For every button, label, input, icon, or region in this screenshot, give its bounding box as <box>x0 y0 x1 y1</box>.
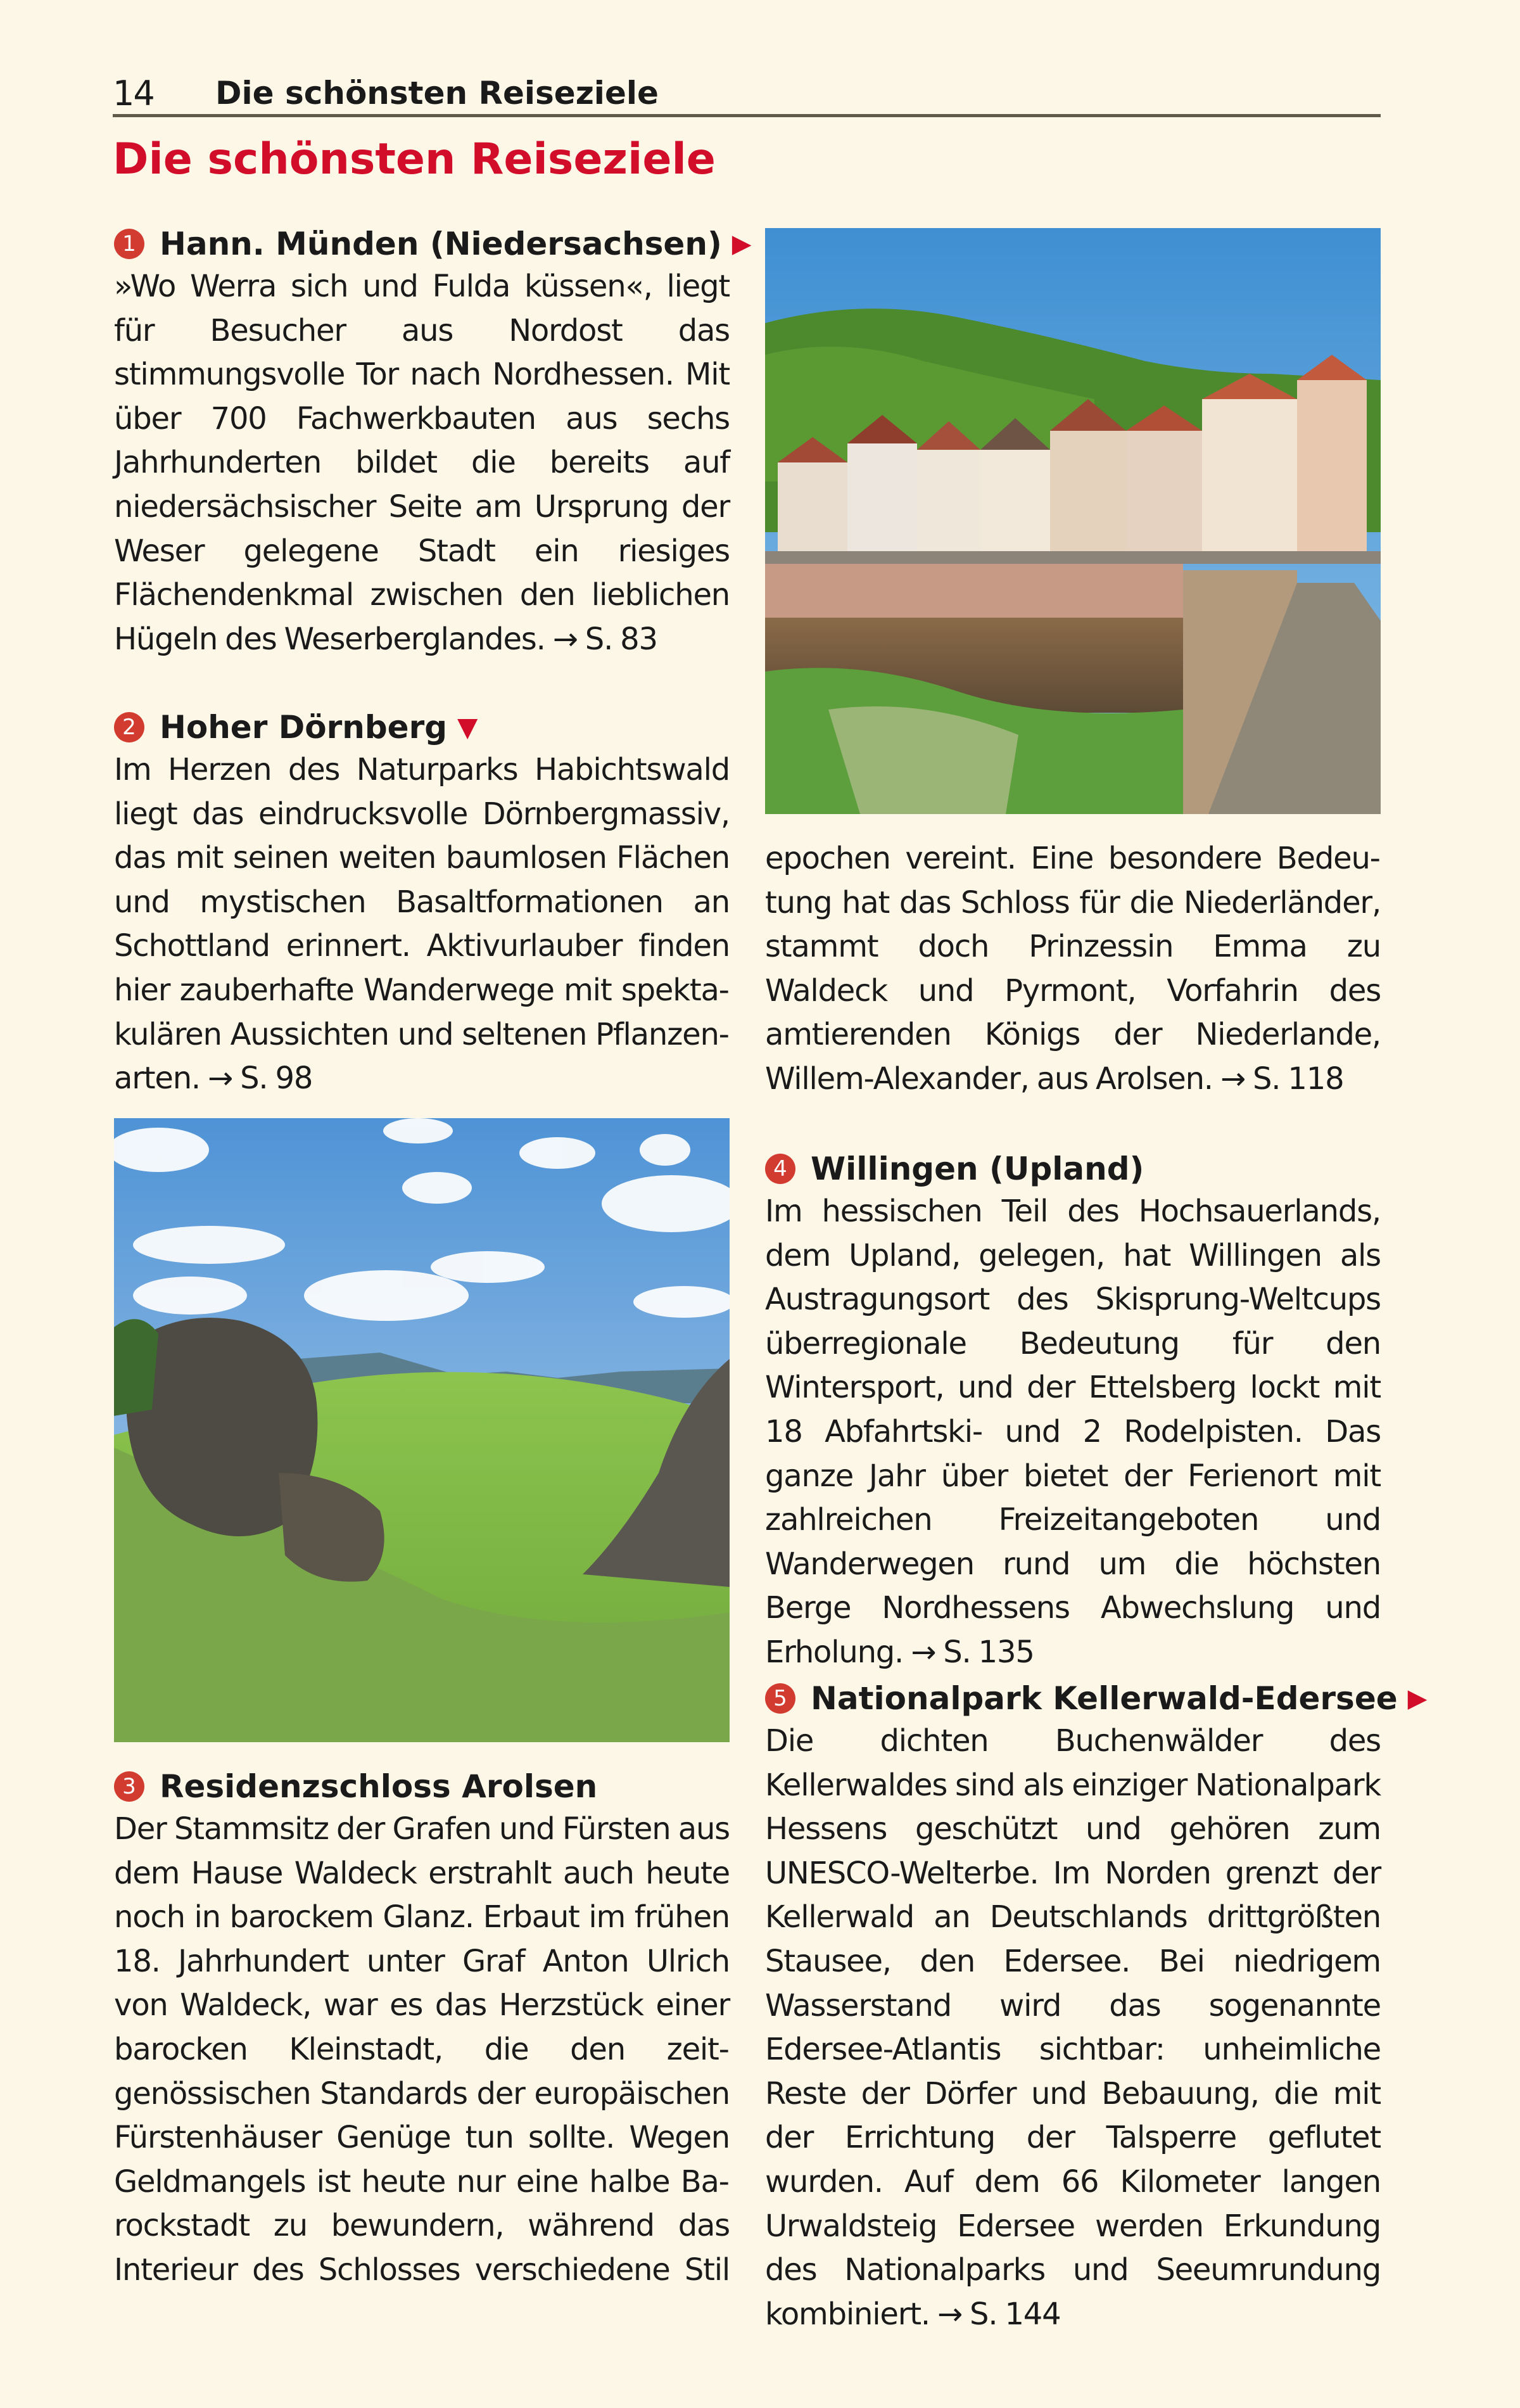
number-badge: 3 <box>114 1771 144 1802</box>
entry-3 <box>114 1766 730 2293</box>
entry-4 <box>765 1148 1381 1675</box>
townscape-image <box>765 228 1381 814</box>
entry-heading <box>765 1148 1381 1190</box>
entry-1 <box>114 223 752 661</box>
number-badge: 1 <box>114 229 144 259</box>
entry-title: Willingen (Upland) <box>811 1150 1144 1187</box>
entry-title: Residenzschloss Arolsen <box>160 1768 598 1805</box>
entry-text: epochen vereint. Eine besondere Bedeutung hat das Schloss für die Niederländer, stammt doch Prinzessin Emma zu Waldeck und Pyrmont, Vorfahrin des amtierenden Königs der Niederlande, Willem-Alexander, aus Arolsen. → S. 118 <box>765 841 1381 1097</box>
entry-title: Hoher Dörnberg <box>160 709 448 746</box>
quay-road <box>765 551 1381 564</box>
page-title: Die schönsten Reiseziele <box>113 134 716 184</box>
entry-2 <box>114 706 730 1101</box>
triangle-right-icon: ▶ <box>1407 1684 1428 1713</box>
tree <box>114 1319 158 1416</box>
photo-hann-muenden <box>765 228 1381 814</box>
entry-text: Der Stammsitz der Grafen und Fürsten aus dem Hause Waldeck erstrahlt auch heute noch in barockem Glanz. Erbaut im frühen 18. Jahrhundert unter Graf Anton Ulrich von Waldeck, war es das Herzstück einer barocken Kleinstadt, die den zeitgenössischen Standards der europäischen Fürstenhäuser Genüge tun sollte. Wegen Geldmangels ist heute nur eine halbe Barockstadt zu bewundern, während das Interieur des Schlosses verschiedene Stil <box>114 1811 730 2288</box>
landscape-image <box>114 1118 730 1742</box>
triangle-down-icon: ▼ <box>457 711 478 742</box>
page-reference[interactable]: → S. 118 <box>1220 1061 1344 1097</box>
entry-title: Hann. Münden (Niedersachsen) <box>160 226 722 262</box>
number-badge: 2 <box>114 712 144 742</box>
triangle-right-icon: ▶ <box>732 229 752 258</box>
page-number: 14 <box>113 73 154 113</box>
running-title: Die schönsten Reiseziele <box>215 75 659 111</box>
entry-5 <box>765 1678 1428 2336</box>
quay-wall <box>765 564 1183 618</box>
page-reference[interactable]: → S. 144 <box>937 2296 1061 2332</box>
entry-heading <box>114 1766 730 1807</box>
entry-text: Im Herzen des Naturparks Habichtswald liegt das eindrucksvolle Dörnbergmassiv, das mit seinen weiten baumlosen Flächen und mystischen Basaltformationen an Schottland erinnert. Aktivurlauber finden hier zauberhafte Wanderwege mit spektakulären Aussichten und seltenen Pflanzenarten. → S. 98 <box>114 752 730 1097</box>
running-head <box>113 68 1381 117</box>
entry-heading <box>765 1678 1428 1719</box>
page-reference[interactable]: → S. 83 <box>552 621 657 657</box>
number-badge: 4 <box>765 1154 795 1184</box>
page-reference[interactable]: → S. 98 <box>208 1061 313 1097</box>
entry-heading <box>114 223 752 265</box>
entry-text: Im hessischen Teil des Hochsauerlands, dem Upland, gelegen, hat Willingen als Austragungsort des Skisprung-Weltcups überregionale Bedeutung für den Wintersport, und der Ettelsberg lockt mit 18 Abfahrtski- und 2 Rodelpisten. Das ganze Jahr über bietet der Ferienort mit zahlreichen Freizeitangeboten und Wanderwegen rund um die höchsten Berge Nordhessens Abwechslung und Erholung. → S. 135 <box>765 1194 1381 1670</box>
number-badge: 5 <box>765 1683 795 1714</box>
entry-heading <box>114 706 730 748</box>
entry-3-continuation <box>765 837 1381 1102</box>
entry-title: Nationalpark Kellerwald-Edersee <box>811 1680 1398 1717</box>
page-reference[interactable]: → S. 135 <box>911 1634 1034 1670</box>
entry-text: »Wo Werra sich und Fulda küssen«, liegt für Besucher aus Nordost das stimmungsvolle Tor nach Nordhessen. Mit über 700 Fachwerkbauten aus sechs Jahrhunderten bildet die bereits auf niedersächsischer Seite am Ursprung der Weser gelegene Stadt ein riesiges Flächendenkmal zwischen den lieblichen Hügeln des Weserberglandes. → S. 83 <box>114 269 730 657</box>
photo-hoher-doernberg <box>114 1118 730 1742</box>
entry-text: Die dichten Buchenwälder des Kellerwaldes sind als einziger Nationalpark Hessens geschützt und gehören zum UNESCO-Welterbe. Im Norden grenzt der Kellerwald an Deutschlands drittgrößten Stausee, den Edersee. Bei niedrigem Wasserstand wird das sogenannte Edersee-Atlantis sichtbar: unheimliche Reste der Dörfer und Bebauung, die mit der Errichtung der Talsperre geflutet wurden. Auf dem 66 Kilometer langen Urwaldsteig Edersee werden Erkundung des Nationalparks und Seeumrundung kombiniert. → S. 144 <box>765 1723 1381 2332</box>
